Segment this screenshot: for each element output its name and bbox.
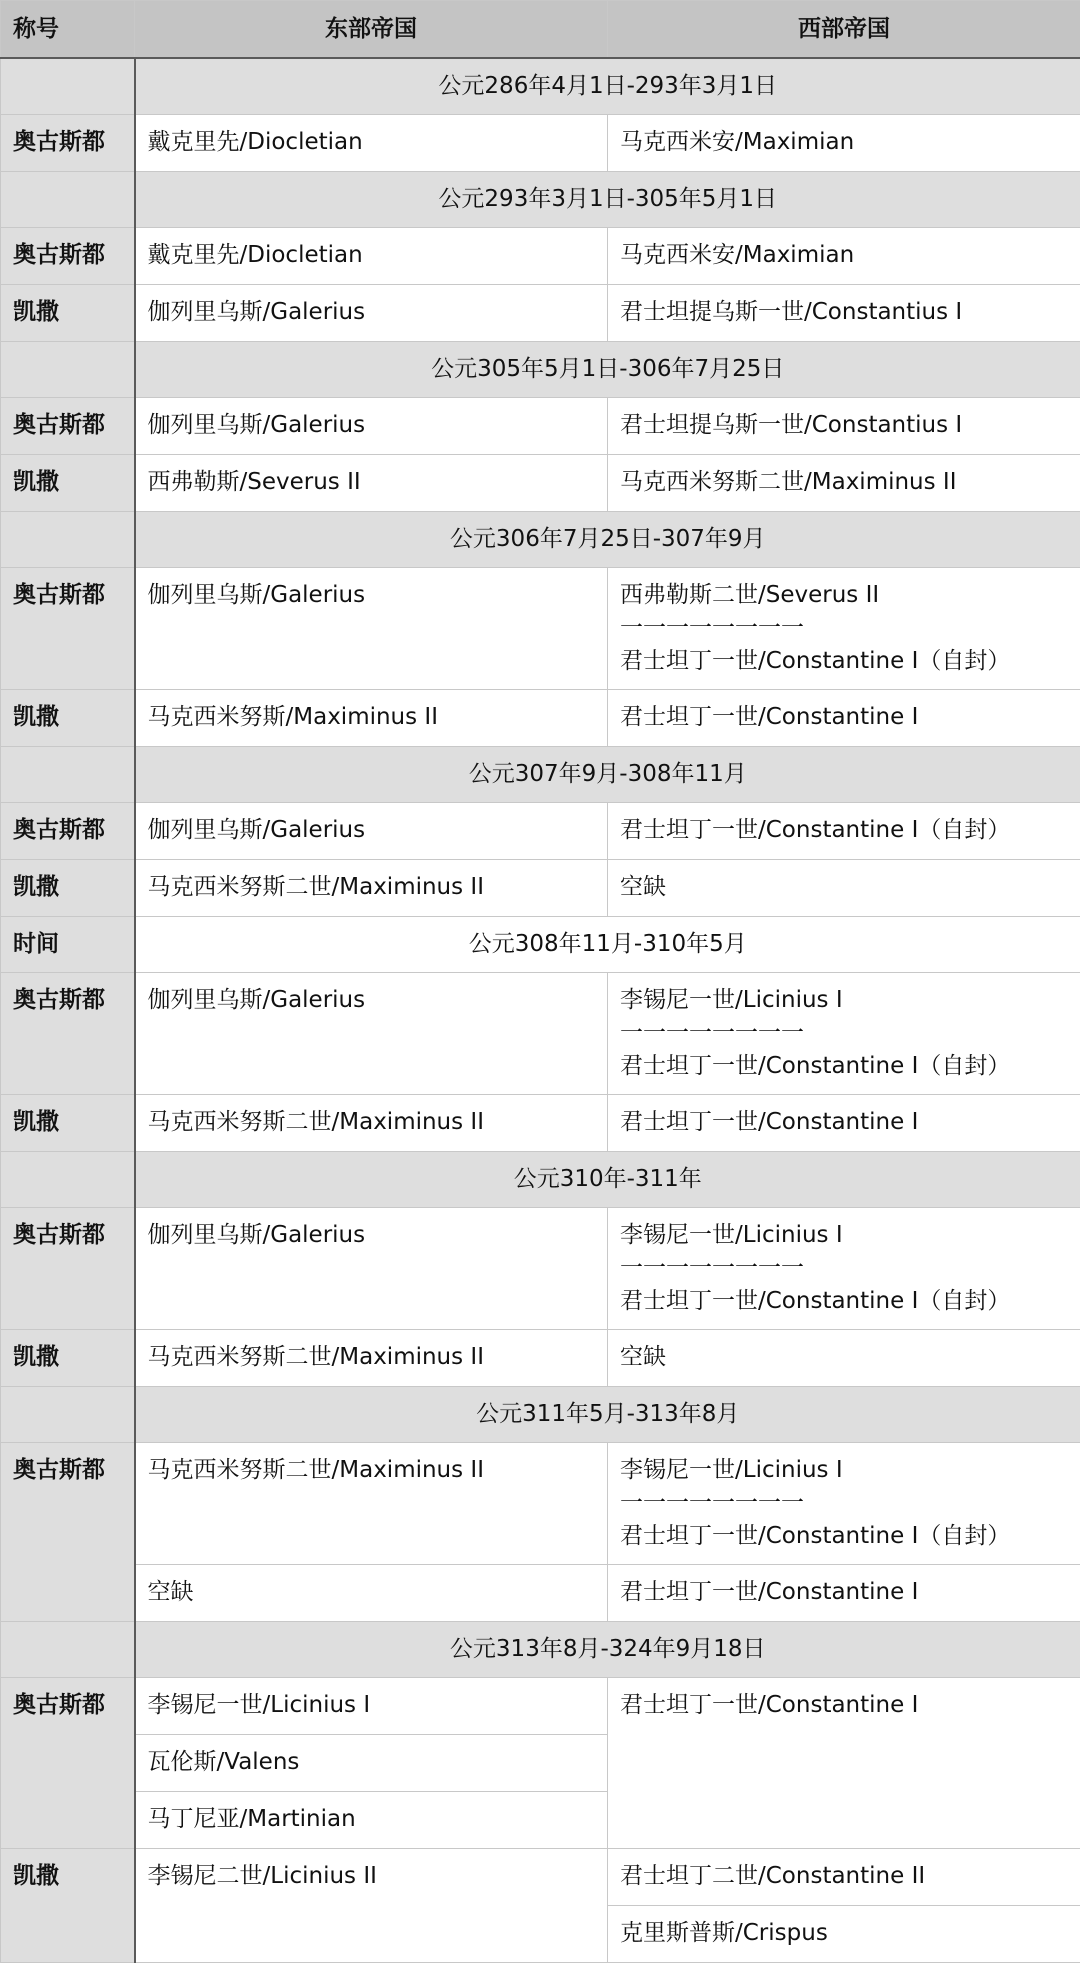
west-cell — [608, 285, 1080, 342]
period-row — [1, 1152, 1080, 1208]
east-cell — [135, 228, 608, 285]
cell-line: 君士坦提乌斯一世/Constantius I — [620, 409, 1080, 442]
west-cell: 君士坦丁一世/Constantine I — [608, 1678, 1080, 1849]
west-cell: 克里斯普斯/Crispus — [608, 1906, 1080, 1963]
west-cell — [608, 1443, 1080, 1565]
cell-line: 伽列里乌斯/Galerius — [148, 579, 608, 612]
cell-line: 空缺 — [620, 1341, 1080, 1374]
row-title-empty — [1, 172, 135, 228]
cell-separator: 一一一一一一一一 — [620, 1017, 1080, 1050]
east-cell: 李锡尼二世/Licinius II — [135, 1849, 608, 1963]
cell-line: 李锡尼一世/Licinius I — [620, 1454, 1080, 1487]
west-cell — [608, 803, 1080, 860]
table-body — [1, 58, 1080, 1443]
row-title-empty — [1, 342, 135, 398]
east-cell — [135, 1095, 608, 1152]
period-label: 公元308年11月-310年5月 — [135, 917, 1080, 973]
east-cell: 瓦伦斯/Valens — [135, 1735, 608, 1792]
cell-line: 戴克里先/Diocletian — [148, 126, 608, 159]
cell-separator: 一一一一一一一一 — [620, 1487, 1080, 1520]
east-cell — [135, 860, 608, 917]
cell-line: 伽列里乌斯/Galerius — [148, 296, 608, 329]
cell-line: 君士坦丁一世/Constantine I — [620, 701, 1080, 734]
row-title: 奥古斯都 — [1, 1678, 135, 1849]
table-row — [1, 803, 1080, 860]
row-title: 奥古斯都 — [1, 115, 135, 172]
row-title: 奥古斯都 — [1, 1443, 135, 1622]
cell-line: 西弗勒斯/Severus II — [148, 466, 608, 499]
east-cell — [135, 803, 608, 860]
header-east: 东部帝国 — [135, 1, 608, 59]
west-cell — [608, 860, 1080, 917]
table-row — [1, 1095, 1080, 1152]
cell-line: 马克西米努斯/Maximinus II — [148, 701, 608, 734]
east-cell: 空缺 — [135, 1565, 608, 1622]
row-title-empty — [1, 512, 135, 568]
cell-line: 君士坦丁一世/Constantine I（自封） — [620, 814, 1080, 847]
east-cell: 李锡尼一世/Licinius I — [135, 1678, 608, 1735]
east-cell — [135, 285, 608, 342]
cell-line: 君士坦丁一世/Constantine I（自封） — [620, 645, 1080, 678]
cell-line: 伽列里乌斯/Galerius — [148, 409, 608, 442]
period-label: 公元305年5月1日-306年7月25日 — [135, 342, 1080, 398]
period-label: 公元293年3月1日-305年5月1日 — [135, 172, 1080, 228]
cell-separator: 一一一一一一一一 — [620, 1252, 1080, 1285]
table-row — [1, 1565, 1080, 1622]
header-title-col: 称号 — [1, 1, 135, 59]
table-row — [1, 1849, 1080, 1906]
west-cell — [608, 228, 1080, 285]
header-west: 西部帝国 — [608, 1, 1080, 59]
cell-line: 马克西米努斯二世/Maximinus II — [148, 871, 608, 904]
west-cell — [608, 115, 1080, 172]
table-row — [1, 115, 1080, 172]
table-row — [1, 455, 1080, 512]
period-label: 公元306年7月25日-307年9月 — [135, 512, 1080, 568]
row-title: 凯撒 — [1, 285, 135, 342]
period-row — [1, 58, 1080, 115]
period-label: 公元311年5月-313年8月 — [135, 1387, 1080, 1443]
row-title: 凯撒 — [1, 860, 135, 917]
west-cell — [608, 690, 1080, 747]
west-cell — [608, 1330, 1080, 1387]
east-cell — [135, 1443, 608, 1565]
period-row — [1, 1622, 1080, 1678]
period-label: 公元313年8月-324年9月18日 — [135, 1622, 1080, 1678]
row-title-empty — [1, 1622, 135, 1678]
cell-line: 戴克里先/Diocletian — [148, 239, 608, 272]
table-row — [1, 1208, 1080, 1330]
row-title: 凯撒 — [1, 1095, 135, 1152]
row-title: 奥古斯都 — [1, 228, 135, 285]
period-row — [1, 917, 1080, 973]
period-label: 公元307年9月-308年11月 — [135, 747, 1080, 803]
west-cell: 君士坦丁一世/Constantine I — [608, 1565, 1080, 1622]
period-row — [1, 1387, 1080, 1443]
period-row — [1, 747, 1080, 803]
cell-line: 君士坦丁一世/Constantine I — [620, 1106, 1080, 1139]
cell-line: 空缺 — [620, 871, 1080, 904]
table-row — [1, 973, 1080, 1095]
table-row — [1, 228, 1080, 285]
east-cell — [135, 1208, 608, 1330]
east-cell — [135, 568, 608, 690]
table-row — [1, 398, 1080, 455]
cell-separator: 一一一一一一一一 — [620, 612, 1080, 645]
cell-line: 马克西米安/Maximian — [620, 239, 1080, 272]
cell-line: 君士坦丁一世/Constantine I（自封） — [620, 1050, 1080, 1083]
west-cell — [608, 455, 1080, 512]
row-title: 奥古斯都 — [1, 568, 135, 690]
row-title: 奥古斯都 — [1, 803, 135, 860]
cell-line: 伽列里乌斯/Galerius — [148, 1219, 608, 1252]
row-title-empty — [1, 1152, 135, 1208]
east-cell — [135, 115, 608, 172]
west-cell — [608, 1208, 1080, 1330]
cell-line: 马克西米安/Maximian — [620, 126, 1080, 159]
tail-body — [1, 1443, 1080, 1963]
east-cell — [135, 973, 608, 1095]
period-row — [1, 172, 1080, 228]
cell-line: 李锡尼一世/Licinius I — [620, 1219, 1080, 1252]
cell-line: 伽列里乌斯/Galerius — [148, 814, 608, 847]
cell-line: 西弗勒斯二世/Severus II — [620, 579, 1080, 612]
west-cell — [608, 1095, 1080, 1152]
east-cell — [135, 455, 608, 512]
cell-line: 伽列里乌斯/Galerius — [148, 984, 608, 1017]
row-title: 凯撒 — [1, 1849, 135, 1963]
row-title: 奥古斯都 — [1, 398, 135, 455]
west-cell: 君士坦丁二世/Constantine II — [608, 1849, 1080, 1906]
header-row — [1, 1, 1080, 59]
period-row — [1, 342, 1080, 398]
east-cell — [135, 1330, 608, 1387]
cell-line: 马克西米努斯二世/Maximinus II — [620, 466, 1080, 499]
period-row — [1, 512, 1080, 568]
period-label: 公元286年4月1日-293年3月1日 — [135, 58, 1080, 115]
cell-line: 李锡尼一世/Licinius I — [620, 984, 1080, 1017]
east-cell — [135, 690, 608, 747]
table-row — [1, 285, 1080, 342]
east-cell — [135, 398, 608, 455]
cell-line: 马克西米努斯二世/Maximinus II — [148, 1106, 608, 1139]
cell-line: 马克西米努斯二世/Maximinus II — [148, 1341, 608, 1374]
table-row — [1, 860, 1080, 917]
cell-line: 君士坦丁一世/Constantine I（自封） — [620, 1520, 1080, 1553]
row-title: 凯撒 — [1, 455, 135, 512]
cell-line: 君士坦丁一世/Constantine I（自封） — [620, 1285, 1080, 1318]
row-title: 时间 — [1, 917, 135, 973]
west-cell — [608, 973, 1080, 1095]
west-cell — [608, 398, 1080, 455]
row-title-empty — [1, 58, 135, 115]
cell-line: 马克西米努斯二世/Maximinus II — [148, 1454, 608, 1487]
table-row — [1, 1443, 1080, 1565]
table-row — [1, 1330, 1080, 1387]
cell-line: 君士坦提乌斯一世/Constantius I — [620, 296, 1080, 329]
east-cell: 马丁尼亚/Martinian — [135, 1792, 608, 1849]
period-label: 公元310年-311年 — [135, 1152, 1080, 1208]
row-title: 奥古斯都 — [1, 973, 135, 1095]
row-title: 奥古斯都 — [1, 1208, 135, 1330]
table-row — [1, 690, 1080, 747]
row-title-empty — [1, 1387, 135, 1443]
row-title: 凯撒 — [1, 690, 135, 747]
west-cell — [608, 568, 1080, 690]
row-title-empty — [1, 747, 135, 803]
row-title: 凯撒 — [1, 1330, 135, 1387]
table-row — [1, 1678, 1080, 1735]
table-row — [1, 568, 1080, 690]
